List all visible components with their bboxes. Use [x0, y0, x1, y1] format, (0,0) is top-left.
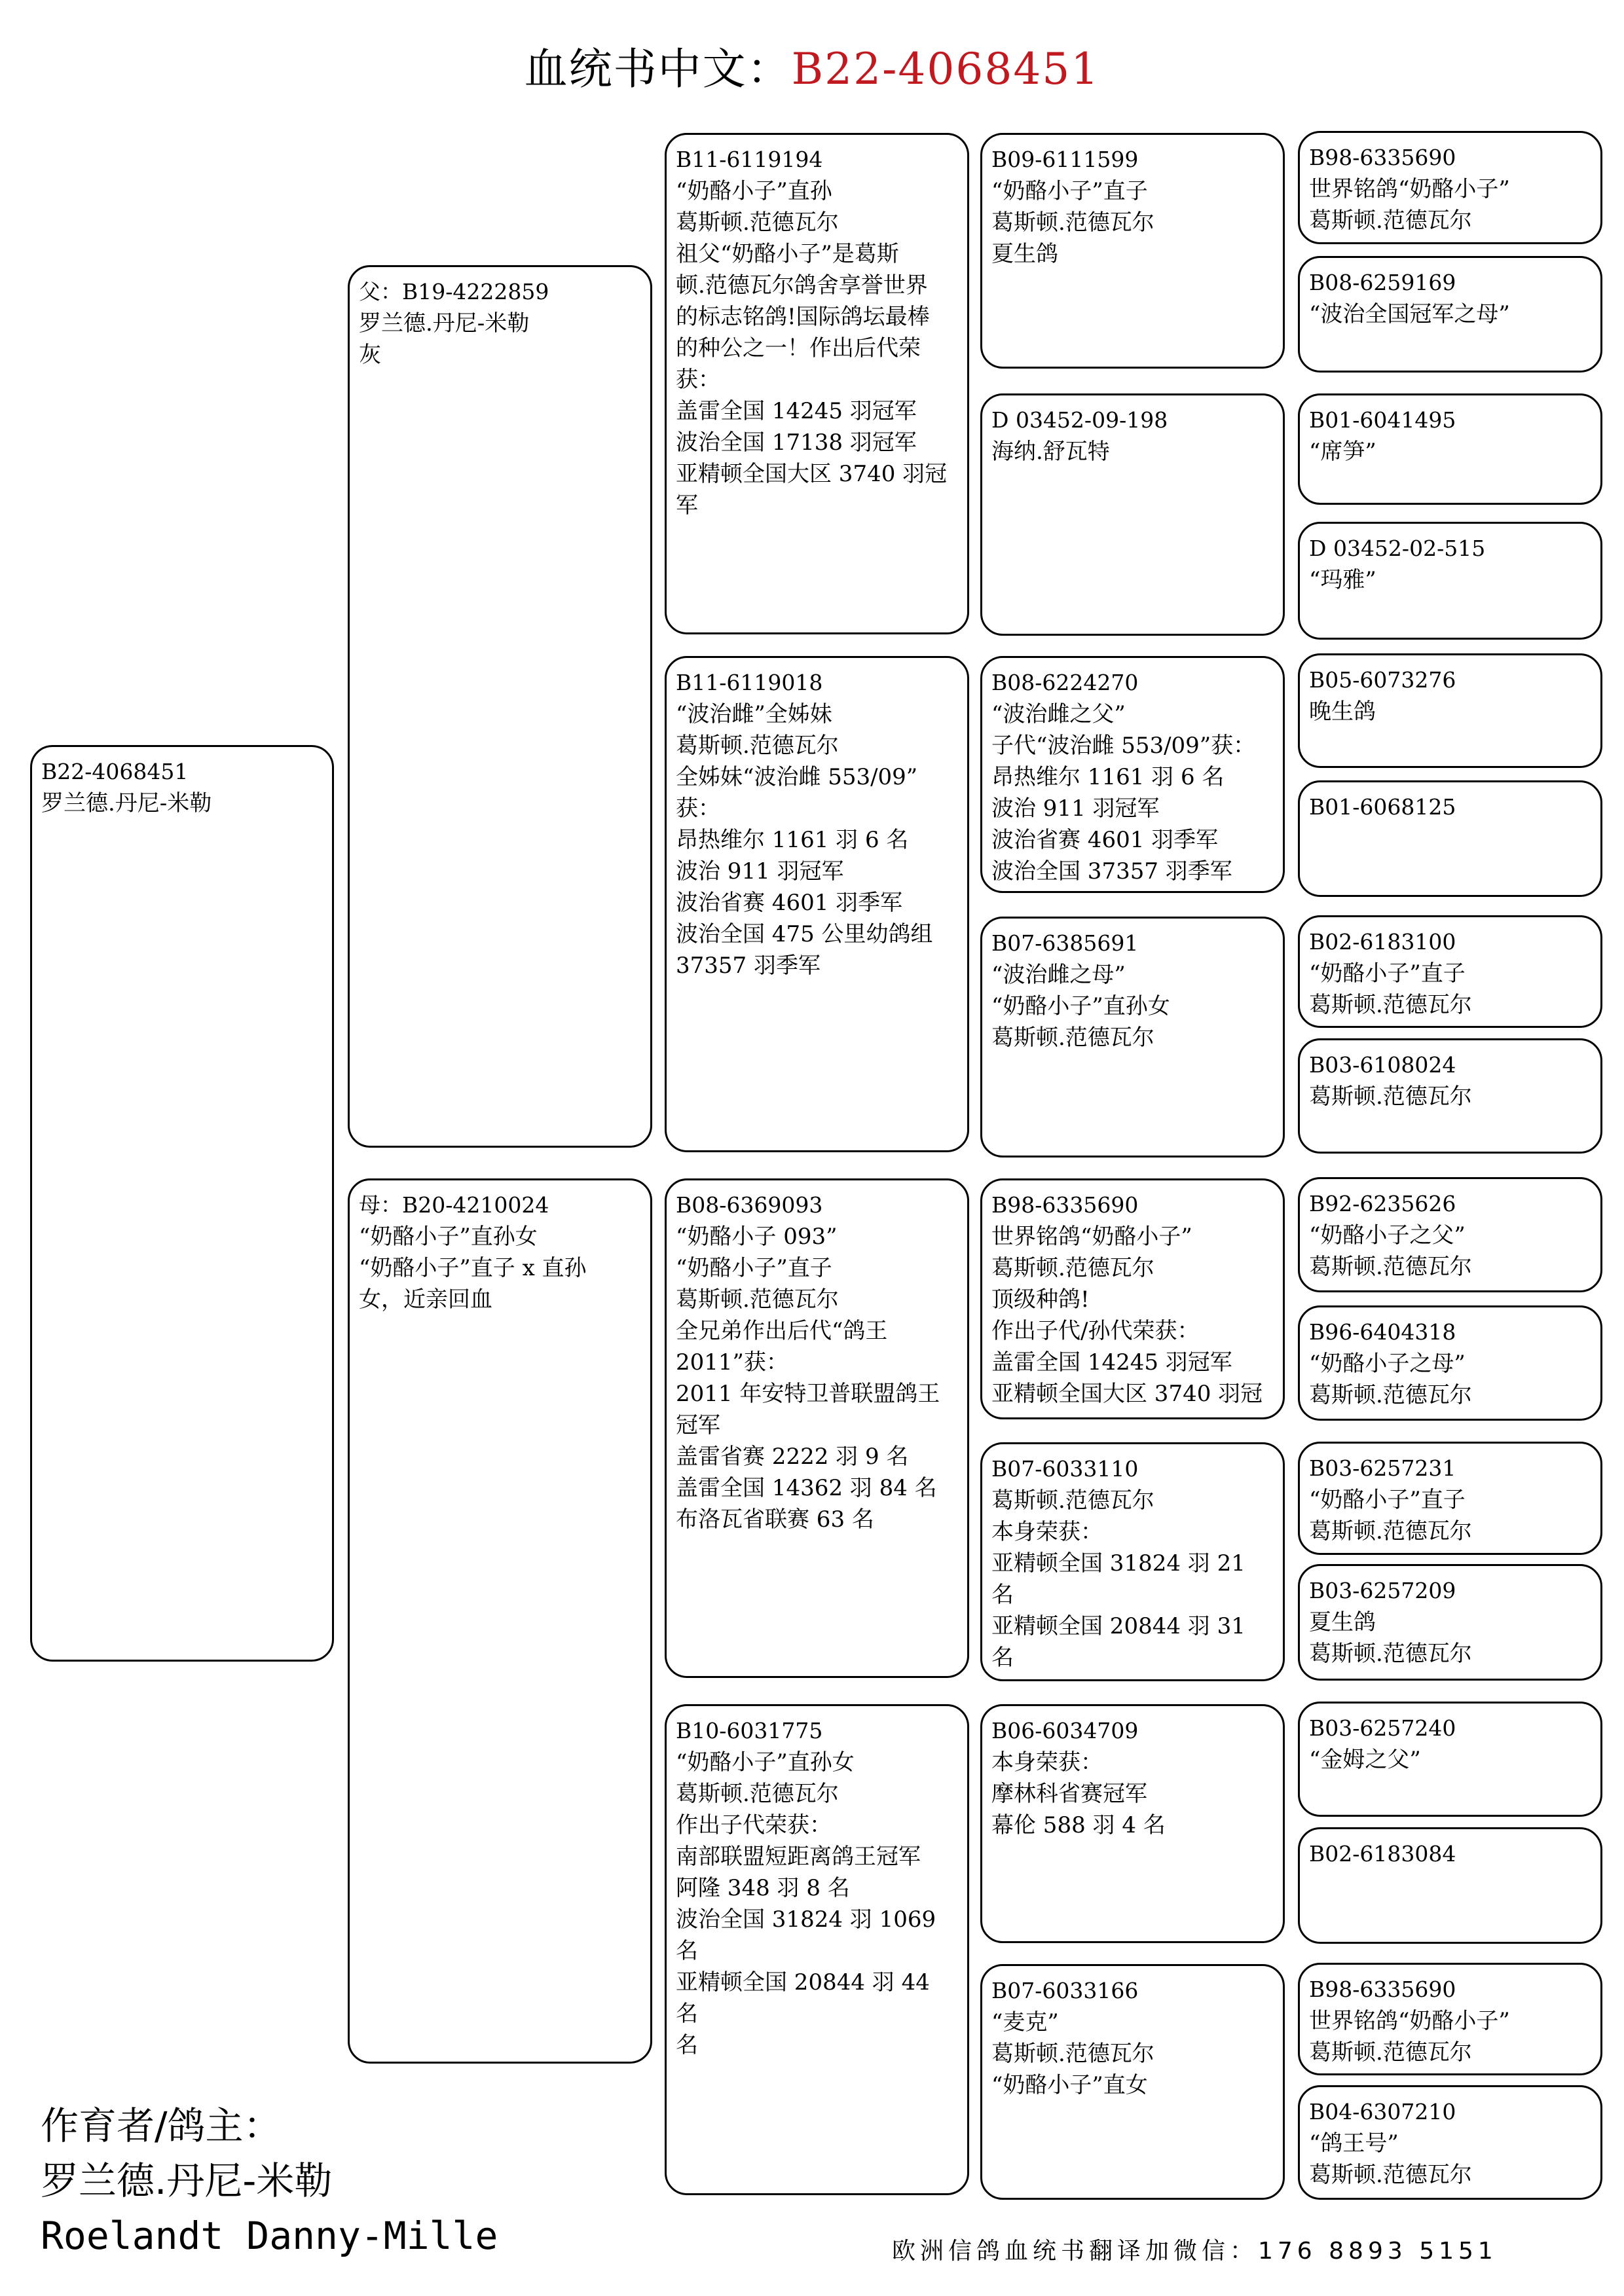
- ring-number: B08-6224270: [991, 670, 1139, 695]
- ring-number: B98-6335690: [1309, 145, 1456, 170]
- g5-box-9: [1298, 1177, 1602, 1292]
- ring-number: B98-6335690: [991, 1192, 1139, 1218]
- pedigree-line: 亚精顿全国大区 3740 羽冠: [676, 461, 948, 487]
- pedigree-line: 盖雷全国 14245 羽冠军: [676, 398, 917, 424]
- ring-number: D 03452-02-515: [1309, 536, 1486, 561]
- ring-number: B01-6041495: [1309, 407, 1456, 433]
- pedigree-line: 幕伦 588 羽 4 名: [991, 1812, 1166, 1838]
- pedigree-line: 葛斯顿.范德瓦尔: [991, 1487, 1154, 1514]
- pedigree-line: 盖雷省赛 2222 羽 9 名: [676, 1444, 909, 1470]
- ring-number: B08-6369093: [676, 1192, 823, 1218]
- pedigree-line: “金姆之父”: [1309, 1747, 1421, 1773]
- pedigree-line: 获：: [676, 795, 720, 822]
- ddd-box: [980, 1964, 1285, 2200]
- pedigree-line: 2011 年安特卫普联盟鸽王: [676, 1381, 940, 1407]
- page-title: [0, 34, 1624, 96]
- ring-number: B02-6183084: [1309, 1841, 1456, 1867]
- pedigree-line: 葛斯顿.范德瓦尔: [1309, 1084, 1472, 1110]
- pedigree-line: 顿.范德瓦尔鸽舍享誉世界: [676, 272, 928, 299]
- pedigree-line: 军: [676, 492, 698, 519]
- ring-number: B03-6257209: [1309, 1578, 1456, 1603]
- g5-box-11: [1298, 1442, 1602, 1555]
- pedigree-line: “波治全国冠军之母”: [1309, 301, 1510, 327]
- pedigree-line: “奶酪小子”直子: [676, 1255, 832, 1281]
- pedigree-line: 波治省赛 4601 羽季军: [991, 827, 1219, 853]
- pedigree-line: 本身荣获：: [991, 1749, 1103, 1776]
- pedigree-line: 女，近亲回血: [359, 1286, 492, 1313]
- pedigree-line: “奶酪小子”直孙女: [676, 1749, 855, 1776]
- pedigree-line: 盖雷全国 14362 羽 84 名: [676, 1475, 937, 1501]
- ring-number: B04-6307210: [1309, 2099, 1456, 2124]
- ring-number: 父：B19-4222859: [359, 279, 549, 304]
- breeder-name-cn: 罗兰德.丹尼-米勒: [41, 2159, 333, 2203]
- title-prefix: 血统书中文：: [524, 44, 792, 94]
- ring-number: B10-6031775: [676, 1718, 823, 1743]
- pedigree-line: “鸽王号”: [1309, 2130, 1399, 2157]
- sds-box: [980, 656, 1285, 893]
- g5-box-12: [1298, 1564, 1602, 1681]
- pedigree-line: 葛斯顿.范德瓦尔: [676, 1781, 839, 1807]
- pedigree-line: 葛斯顿.范德瓦尔: [991, 210, 1154, 236]
- pedigree-line: 作出子代荣获：: [676, 1812, 832, 1838]
- pedigree-line: 子代“波治雌 553/09”获：: [991, 733, 1256, 759]
- dss-box: [980, 1178, 1285, 1419]
- pedigree-line: 布洛瓦省联赛 63 名: [676, 1506, 874, 1533]
- pedigree-line: 顶级种鸽!: [991, 1286, 1090, 1313]
- ring-number: B06-6034709: [991, 1718, 1139, 1743]
- pedigree-line: 葛斯顿.范德瓦尔: [676, 733, 839, 759]
- g5-box-7: [1298, 915, 1602, 1028]
- pedigree-line: 名: [676, 2032, 698, 2058]
- pedigree-line: 全兄弟作出后代“鸽王: [676, 1318, 888, 1344]
- pedigree-line: 罗兰德.丹尼-米勒: [41, 790, 212, 816]
- pedigree-line: 葛斯顿.范德瓦尔: [1309, 1254, 1472, 1280]
- ring-number: B03-6257231: [1309, 1455, 1456, 1481]
- pedigree-line: “奶酪小子之父”: [1309, 1222, 1466, 1248]
- pedigree-line: 葛斯顿.范德瓦尔: [1309, 2039, 1472, 2066]
- pedigree-line: 夏生鸽: [991, 241, 1058, 267]
- pedigree-line: 波治省赛 4601 羽季军: [676, 890, 903, 916]
- sss-box: [980, 133, 1285, 369]
- sire-box: [348, 265, 652, 1148]
- dsd-box: [980, 1442, 1285, 1681]
- pedigree-line: 世界铭鸽“奶酪小子”: [1309, 2008, 1510, 2034]
- ring-number: B09-6111599: [991, 147, 1139, 172]
- pedigree-line: 摩林科省赛冠军: [991, 1781, 1147, 1807]
- g5-box-10: [1298, 1305, 1602, 1421]
- sire-dam-box: [665, 656, 969, 1152]
- pedigree-line: 葛斯顿.范德瓦尔: [1309, 2162, 1472, 2188]
- pedigree-line: “奶酪小子之母”: [1309, 1351, 1466, 1377]
- ring-number: D 03452-09-198: [991, 407, 1168, 433]
- pedigree-line: “奶酪小子”直孙女: [359, 1224, 538, 1250]
- pedigree-line: 葛斯顿.范德瓦尔: [1309, 992, 1472, 1018]
- pedigree-line: 晚生鸽: [1309, 699, 1376, 725]
- pedigree-line: 葛斯顿.范德瓦尔: [991, 1025, 1154, 1051]
- pedigree-line: 昂热维尔 1161 羽 6 名: [991, 764, 1225, 790]
- pedigree-line: 本身荣获：: [991, 1519, 1103, 1545]
- pedigree-line: 波治全国 31824 羽 1069 名: [676, 1906, 943, 1964]
- pedigree-line: 2011”获：: [676, 1349, 788, 1376]
- pedigree-line: 阿隆 348 羽 8 名: [676, 1875, 850, 1901]
- g5-box-1: [1298, 131, 1602, 244]
- g5-box-4: [1298, 522, 1602, 640]
- pedigree-line: 亚精顿全国大区 3740 羽冠: [991, 1381, 1263, 1407]
- dam-sire-box: [665, 1178, 969, 1678]
- pedigree-line: “奶酪小子”直孙: [676, 178, 832, 204]
- pedigree-line: 的标志铭鸽!国际鸽坛最棒: [676, 304, 930, 330]
- pedigree-line: “奶酪小子”直子: [1309, 1487, 1466, 1513]
- pedigree-line: 获：: [676, 367, 720, 393]
- pedigree-line: “玛雅”: [1309, 567, 1376, 593]
- pedigree-line: “奶酪小子”直孙女: [991, 993, 1170, 1019]
- dam-dam-box: [665, 1704, 969, 2195]
- pedigree-line: 37357 羽季军: [676, 953, 821, 979]
- pedigree-line: 全姊妹“波治雌 553/09”: [676, 764, 918, 790]
- pedigree-line: “波治雌之父”: [991, 701, 1126, 727]
- pedigree-line: 亚精顿全国 31824 羽 21 名: [991, 1550, 1253, 1608]
- pedigree-line: 灰: [359, 342, 381, 368]
- pedigree-line: 波治 911 羽冠军: [991, 795, 1160, 822]
- pedigree-line: 葛斯顿.范德瓦尔: [1309, 1382, 1472, 1408]
- ring-number: B92-6235626: [1309, 1191, 1456, 1216]
- subject-box: [30, 745, 334, 1662]
- pedigree-line: 波治全国 37357 羽季军: [991, 858, 1232, 884]
- ring-number: B07-6385691: [991, 930, 1139, 956]
- pedigree-line: 亚精顿全国 20844 羽 31 名: [991, 1613, 1253, 1671]
- ring-number: B98-6335690: [1309, 1977, 1456, 2002]
- pedigree-line: 葛斯顿.范德瓦尔: [1309, 1641, 1472, 1667]
- pedigree-line: 的种公之一！作出后代荣: [676, 335, 921, 361]
- g5-box-5: [1298, 653, 1602, 768]
- pedigree-line: 夏生鸽: [1309, 1609, 1376, 1635]
- pedigree-line: 葛斯顿.范德瓦尔: [676, 210, 839, 236]
- pedigree-line: 葛斯顿.范德瓦尔: [991, 2041, 1154, 2067]
- ring-number: B22-4068451: [41, 759, 189, 784]
- pedigree-line: “奶酪小子”直子: [991, 178, 1148, 204]
- pedigree-line: “波治雌之母”: [991, 962, 1126, 988]
- breeder-block: [41, 2098, 498, 2263]
- g5-box-6: [1298, 780, 1602, 897]
- pedigree-line: “席笋”: [1309, 439, 1376, 465]
- g5-box-14: [1298, 1827, 1602, 1944]
- pedigree-line: 葛斯顿.范德瓦尔: [1309, 208, 1472, 234]
- ring-number: B07-6033166: [991, 1978, 1139, 2003]
- ring-number: B96-6404318: [1309, 1319, 1456, 1345]
- pedigree-line: 南部联盟短距离鸽王冠军: [676, 1844, 921, 1870]
- pedigree-line: “奶酪小子”直子: [1309, 960, 1466, 987]
- title-ring-number: B22-4068451: [791, 44, 1100, 94]
- breeder-name-en: Roelandt Danny-Mille: [41, 2214, 498, 2258]
- ring-number: B11-6119194: [676, 147, 823, 172]
- pedigree-line: “奶酪小子”直子 x 直孙: [359, 1255, 587, 1281]
- ring-number: B05-6073276: [1309, 667, 1456, 693]
- ring-number: 母：B20-4210024: [359, 1192, 549, 1218]
- g5-box-13: [1298, 1702, 1602, 1817]
- pedigree-line: 罗兰德.丹尼-米勒: [359, 310, 530, 337]
- g5-box-2: [1298, 256, 1602, 373]
- pedigree-line: “麦克”: [991, 2009, 1059, 2035]
- dam-box: [348, 1178, 652, 2064]
- g5-box-8: [1298, 1038, 1602, 1154]
- ring-number: B07-6033110: [991, 1456, 1139, 1482]
- g5-box-16: [1298, 2085, 1602, 2200]
- pedigree-line: 昂热维尔 1161 羽 6 名: [676, 827, 909, 853]
- pedigree-line: 海纳.舒瓦特: [991, 439, 1110, 465]
- breeder-label: 作育者/鸽主：: [41, 2104, 282, 2148]
- ring-number: B11-6119018: [676, 670, 823, 695]
- g5-box-15: [1298, 1963, 1602, 2075]
- pedigree-line: “波治雌”全姊妹: [676, 701, 832, 727]
- pedigree-line: “奶酪小子”直女: [991, 2072, 1148, 2098]
- pedigree-line: 世界铭鸽“奶酪小子”: [991, 1224, 1192, 1250]
- pedigree-line: 葛斯顿.范德瓦尔: [676, 1286, 839, 1313]
- ring-number: B01-6068125: [1309, 794, 1456, 820]
- ring-number: B03-6108024: [1309, 1052, 1456, 1078]
- pedigree-line: 波治全国 17138 羽冠军: [676, 429, 917, 456]
- ring-number: B08-6259169: [1309, 270, 1456, 295]
- pedigree-line: 波治全国 475 公里幼鸽组: [676, 921, 933, 947]
- pedigree-line: 世界铭鸽“奶酪小子”: [1309, 176, 1510, 202]
- dds-box: [980, 1704, 1285, 1943]
- pedigree-line: 作出子代/孙代荣获：: [991, 1318, 1200, 1344]
- pedigree-line: 波治 911 羽冠军: [676, 858, 844, 884]
- pedigree-line: “奶酪小子 093”: [676, 1224, 838, 1250]
- sdd-box: [980, 917, 1285, 1157]
- pedigree-line: 冠军: [676, 1412, 720, 1438]
- pedigree-line: 盖雷全国 14245 羽冠军: [991, 1349, 1232, 1376]
- ssd-box: [980, 393, 1285, 636]
- pedigree-line: 亚精顿全国 20844 羽 44 名: [676, 1969, 937, 2027]
- pedigree-line: 葛斯顿.范德瓦尔: [991, 1255, 1154, 1281]
- ring-number: B03-6257240: [1309, 1715, 1456, 1741]
- pedigree-line: 葛斯顿.范德瓦尔: [1309, 1518, 1472, 1544]
- ring-number: B02-6183100: [1309, 929, 1456, 955]
- translation-contact-footer: 欧洲信鸽血统书翻译加微信：176 8893 5151: [892, 2238, 1498, 2265]
- pedigree-line: 祖父“奶酪小子”是葛斯: [676, 241, 899, 267]
- sire-sire-box: [665, 133, 969, 634]
- g5-box-3: [1298, 393, 1602, 505]
